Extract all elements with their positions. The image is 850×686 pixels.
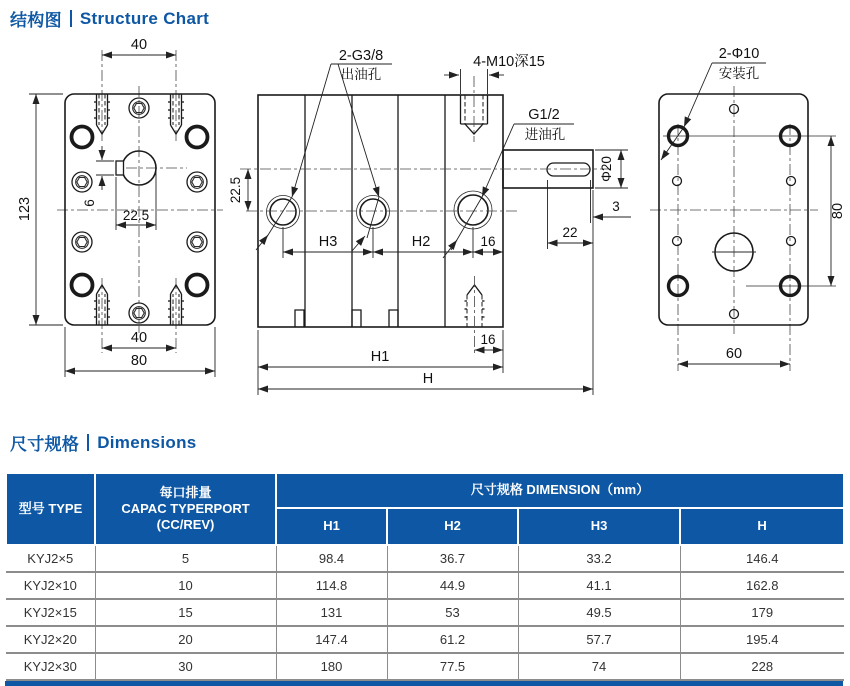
- cell-h: 228: [680, 653, 844, 680]
- rear-mount-label: 2-Φ10: [718, 46, 760, 62]
- dimensions-title: [10, 430, 197, 455]
- col-header-h: H: [680, 508, 844, 545]
- cell-h2: 44.9: [387, 572, 518, 599]
- side-dim-16-top: 16: [480, 234, 496, 249]
- structure-chart-title-en: Structure Chart: [79, 8, 210, 28]
- dimensions-title-en: Dimensions: [97, 432, 197, 452]
- dimensions-title-zh: 尺寸规格: [10, 435, 80, 454]
- cell-h2: 36.7: [387, 545, 518, 572]
- cell-type: KYJ2×10: [6, 572, 95, 599]
- cell-h2: 53: [387, 599, 518, 626]
- cell-h1: 180: [276, 653, 387, 680]
- cell-h3: 49.5: [518, 599, 680, 626]
- table-row: [6, 653, 844, 680]
- cell-h1: 114.8: [276, 572, 387, 599]
- front-view-drawing: [17, 37, 223, 377]
- rear-view-drawing: [650, 46, 846, 371]
- side-inlet-label: G1/2: [528, 107, 560, 123]
- side-dim-shaft-dia: Φ20: [599, 156, 614, 182]
- cell-h3: 33.2: [518, 545, 680, 572]
- rear-dim-vertical: 80: [830, 202, 846, 220]
- cell-type: KYJ2×20: [6, 626, 95, 653]
- cell-h1: 147.4: [276, 626, 387, 653]
- cell-type: KYJ2×30: [6, 653, 95, 680]
- structure-chart-title-zh: 结构图: [10, 11, 62, 30]
- cell-capacity: 20: [95, 626, 276, 653]
- cell-h: 195.4: [680, 626, 844, 653]
- side-view-drawing: [228, 48, 631, 395]
- table-row: [6, 572, 844, 599]
- front-dim-height: 123: [17, 196, 33, 222]
- col-header-h2: H2: [387, 508, 518, 545]
- table-header-row-1: [6, 473, 844, 508]
- side-dim-h: H: [422, 371, 434, 387]
- cell-capacity: 5: [95, 545, 276, 572]
- front-dim-top-width: 40: [130, 37, 148, 53]
- cell-h: 146.4: [680, 545, 844, 572]
- col-header-capacity-unit: (CC/REV): [156, 517, 215, 533]
- front-dim-offset: 22.5: [122, 208, 150, 223]
- col-header-dimension-group: 尺寸规格 DIMENSION（mm）: [276, 473, 844, 508]
- table-row: [6, 545, 844, 572]
- cell-h3: 74: [518, 653, 680, 680]
- side-dim-3: 3: [612, 199, 620, 214]
- cell-type: KYJ2×15: [6, 599, 95, 626]
- cell-h2: 77.5: [387, 653, 518, 680]
- cell-capacity: 30: [95, 653, 276, 680]
- cell-type: KYJ2×5: [6, 545, 95, 572]
- col-header-capacity: [95, 473, 276, 545]
- side-outlet-label-zh: 出油孔: [340, 67, 382, 82]
- cell-h3: 41.1: [518, 572, 680, 599]
- side-dim-22: 22: [562, 225, 578, 240]
- cell-h3: 57.7: [518, 626, 680, 653]
- col-header-h3: H3: [518, 508, 680, 545]
- front-dim-keyway: 6: [82, 199, 97, 207]
- col-header-h1: H1: [276, 508, 387, 545]
- side-dim-h2: H2: [411, 234, 431, 250]
- side-outlet-label: 2-G3/8: [338, 48, 384, 64]
- front-dim-bottom-outer: 80: [130, 353, 148, 369]
- col-header-capacity-zh: 每口排量: [159, 484, 212, 500]
- cell-h1: 98.4: [276, 545, 387, 572]
- table-row: [6, 599, 844, 626]
- dimensions-table: [5, 472, 845, 681]
- side-dim-port-offset: 22.5: [228, 176, 243, 204]
- title-divider: [87, 434, 89, 451]
- cell-h: 162.8: [680, 572, 844, 599]
- table-bottom-accent-bar: [5, 681, 843, 686]
- front-dim-bottom-inner: 40: [130, 330, 148, 346]
- rear-dim-bottom: 60: [725, 346, 743, 362]
- dimensions-table-wrap: [5, 472, 843, 686]
- side-dim-h1: H1: [370, 349, 390, 365]
- table-row: [6, 626, 844, 653]
- cell-h1: 131: [276, 599, 387, 626]
- cell-capacity: 15: [95, 599, 276, 626]
- col-header-capacity-en: CAPAC TYPERPORT: [121, 500, 250, 516]
- col-header-type: 型号 TYPE: [6, 473, 95, 545]
- side-dim-h3: H3: [318, 234, 338, 250]
- side-bolt-label: 4-M10深15: [473, 54, 545, 70]
- side-dim-16-bottom: 16: [480, 332, 496, 347]
- cell-h2: 61.2: [387, 626, 518, 653]
- side-inlet-label-zh: 进油孔: [524, 127, 566, 142]
- cell-h: 179: [680, 599, 844, 626]
- rear-mount-label-zh: 安装孔: [718, 66, 760, 81]
- cell-capacity: 10: [95, 572, 276, 599]
